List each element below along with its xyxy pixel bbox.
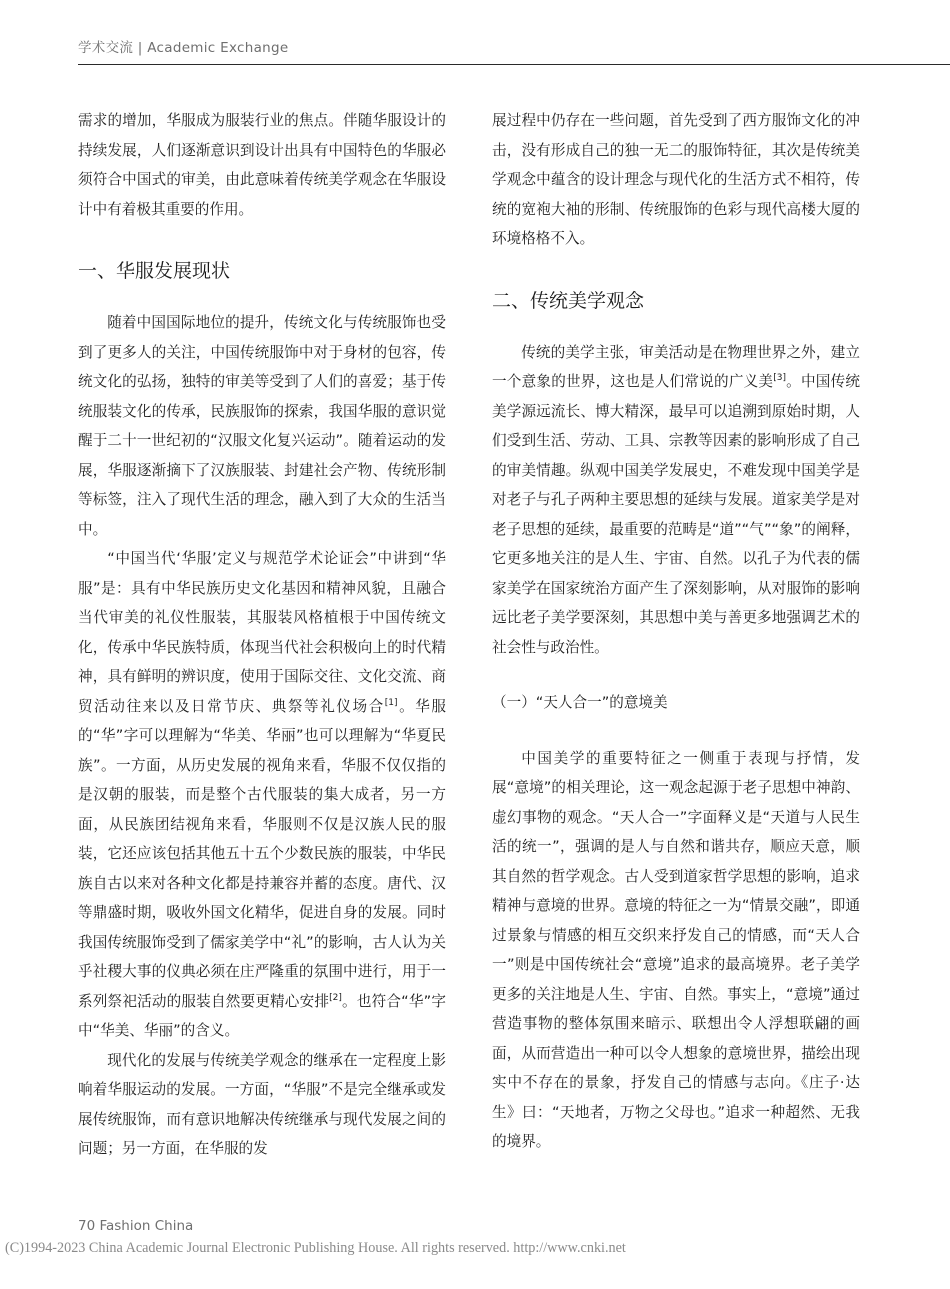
right-column — [492, 106, 860, 1157]
section-2-text-a: 传统的美学主张，审美活动是在物理世界之外，建立一个意象的世界，这也是人们常说的广义美 — [492, 343, 860, 390]
section-1-paragraph-2 — [78, 544, 446, 1046]
section-2-text-b: 。中国传统美学源远流长、博大精深，最早可以追溯到原始时期，人们受到生活、劳动、工具、宗教等因素的影响形成了自己的审美情趣。纵观中国美学发展史，不难发现中国美学是对老子与孔子两种主要思想的延续与发展。道家美学是对老子思想的延续，最重要的范畴是“道”“气”“象”的阐释，它更多地关注的是人生、宇宙、自然。以孔子为代表的儒家美学在国家统治方面产生了深刻影响，从对服饰的影响远比老子美学要深刻，其思想中美与善更多地强调艺术的社会性与政治性。 — [492, 373, 860, 656]
header-rule — [78, 64, 950, 65]
section-1-paragraph-1: 随着中国国际地位的提升，传统文化与传统服饰也受到了更多人的关注，中国传统服饰中对于身材的包容，传统文化的弘扬，独特的审美等受到了人们的喜爱；基于传统服装文化的传承，民族服饰的探索，我国华服的意识觉醒于二十一世纪初的“汉服文化复兴运动”。随着运动的发展，华服逐渐摘下了汉族服装、封建社会产物、传统形制等标签，注入了现代生活的理念，融入到了大众的生活当中。 — [78, 314, 446, 538]
section-1-title: 一、华服发展现状 — [78, 260, 231, 282]
paragraph-2-text-b: 。华服的“华”字可以理解为“华美、华丽”也可以理解为“华夏民族”。一方面，从历史发展的视角来看，华服不仅仅指的是汉朝的服装，而是整个古代服装的集大成者，另一方面，从民族团结视角来看，华服则不仅是汉族人民的服装，它还应该包括其他五十五个少数民族的服装，中华民族自古以来对各种文化都是持兼容并蓄的态度。唐代、汉等鼎盛时期，吸收外国文化精华，促进自身的发展。同时我国传统服饰受到了儒家美学中“礼”的影响，古人认为关乎社稷大事的仪典必须在庄严隆重的氛围中进行，用于一系列祭祀活动的服装自然要更精心安排 — [78, 697, 446, 1010]
section-1-paragraph-3: 现代化的发展与传统美学观念的继承在一定程度上影响着华服运动的发展。一方面，“华服”不是完全继承或发展传统服饰，而有意识地解决传统继承与现代发展之间的问题；另一方面，在华服的发 — [78, 1051, 446, 1157]
section-2-paragraph-1 — [492, 338, 860, 663]
continued-paragraph: 展过程中仍存在一些问题，首先受到了西方服饰文化的冲击，没有形成自己的独一无二的服饰特征，其次是传统美学观念中蕴含的设计理念与现代化的生活方式不相符，传统的宽袍大袖的形制、传统服饰的色彩与现代高楼大厦的环境格格不入。 — [492, 112, 860, 247]
citation-2: [2] — [329, 992, 342, 1003]
citation-1: [1] — [384, 697, 398, 708]
subsection-1-title: （一）“天人合一”的意境美 — [492, 694, 668, 711]
paragraph-2-text-c: 。也符合“华”字中“华美、华丽”的含义。 — [78, 992, 446, 1039]
subsection-1-paragraph: 中国美学的重要特征之一侧重于表现与抒情，发展“意境”的相关理论，这一观念起源于老子思想中神韵、虚幻事物的观念。“天人合一”字面释义是“天道与人民生活的统一”，强调的是人与自然和谐共存，顺应天意，顺其自然的哲学观念。古人受到道家哲学思想的影响，追求精神与意境的世界。意境的特征之一为“情景交融”，即通过景象与情感的相互交织来抒发自己的情感，而“天人合一”则是中国传统社会“意境”追求的最高境界。老子美学更多的关注地是人生、宇宙、自然。事实上，“意境”通过营造事物的整体氛围来暗示、联想出令人浮想联翩的画面，从而营造出一种可以令人想象的意境世界，描绘出现实中不存在的景象，抒发自己的情感与志向。《庄子·达生》曰：“天地者，万物之父母也。”追求一种超然、无我的境界。 — [492, 749, 860, 1150]
paragraph-2-text-a: “中国当代‘华服’定义与规范学术论证会”中讲到“华服”是：具有中华民族历史文化基因和精神风貌，且融合当代审美的礼仪性服装，其服装风格植根于中国传统文化，传承中华民族特质，体现当代社会积极向上的时代精神，具有鲜明的辨识度，使用于国际交往、文化交流、商贸活动往来以及日常节庆、典祭等礼仪场合 — [78, 550, 446, 715]
page-footer: 70 Fashion China — [78, 1218, 194, 1234]
citation-3: [3] — [773, 373, 786, 383]
section-2-title: 二、传统美学观念 — [492, 289, 645, 312]
intro-paragraph: 需求的增加，华服成为服装行业的焦点。伴随华服设计的持续发展，人们逐渐意识到设计出具有中国特色的华服必须符合中国式的审美，由此意味着传统美学观念在华服设计中有着极其重要的作用。 — [78, 112, 446, 218]
left-column — [78, 106, 446, 1164]
copyright-notice: (C)1994-2023 China Academic Journal Electronic Publishing House. All rights reserved. http://www.cnki.net — [5, 1240, 626, 1256]
running-header: 学术交流 | Academic Exchange — [78, 40, 289, 56]
